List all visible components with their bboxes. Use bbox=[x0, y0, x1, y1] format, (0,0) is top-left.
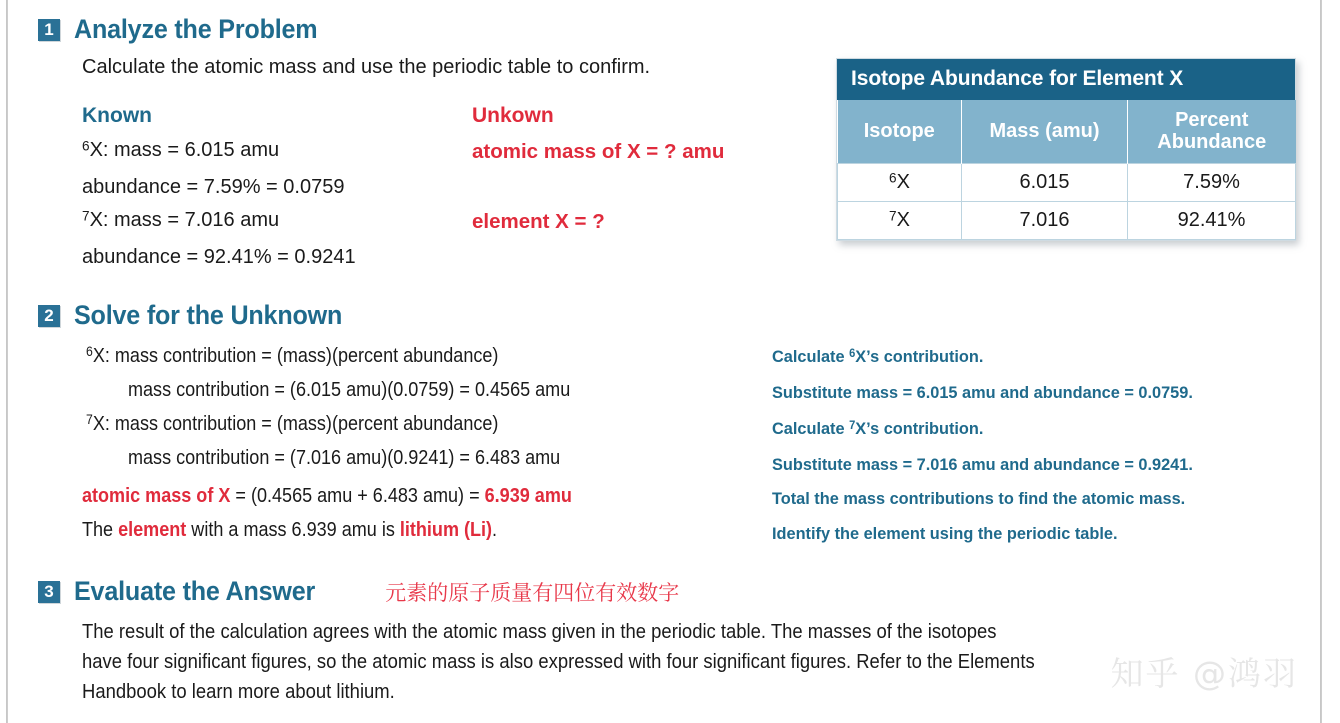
solve-eq5-result: 6.939 amu bbox=[484, 484, 572, 507]
solve-eq6-red-element: element bbox=[118, 518, 187, 541]
table-row bbox=[838, 163, 1296, 201]
solve-eq5-red-label: atomic mass of X bbox=[82, 484, 231, 507]
solve-note-2 bbox=[772, 383, 1193, 403]
solve-note-3-pre: Calculate bbox=[772, 419, 850, 438]
known-heading: Known bbox=[82, 104, 152, 127]
cell-abundance: 92.41% bbox=[1128, 201, 1296, 239]
solve-note-1-pre: Calculate bbox=[772, 347, 850, 366]
cell-mass: 7.016 bbox=[962, 201, 1128, 239]
section-heading-2 bbox=[38, 300, 362, 331]
cell-isotope-sup: 6 bbox=[889, 170, 897, 186]
solve-note-3 bbox=[772, 419, 983, 439]
cell-isotope-symbol: X bbox=[896, 208, 910, 231]
solve-note-3-post: X’s contribution. bbox=[855, 419, 984, 438]
solve-note-3-sup: 7 bbox=[849, 420, 856, 433]
section-3-chinese-annotation: 元素的原子质量有四位有效数字 bbox=[385, 580, 680, 605]
section-title-2: Solve for the Unknown bbox=[74, 300, 343, 330]
solve-note-6 bbox=[772, 524, 1117, 544]
cell-mass: 6.015 bbox=[962, 163, 1128, 201]
section-title-1: Analyze the Problem bbox=[74, 14, 318, 44]
unknown-line-2: element X = ? bbox=[472, 210, 605, 233]
section-title-3: Evaluate the Answer bbox=[74, 576, 316, 606]
solve-note-5 bbox=[772, 489, 1185, 509]
solve-eq6-part-a: The bbox=[82, 518, 119, 541]
table-col-header-mass: Mass (amu) bbox=[962, 100, 1128, 163]
cell-isotope-sup: 7 bbox=[889, 208, 897, 224]
solve-equation-4: mass contribution = (7.016 amu)(0.9241) = 6.483 amu bbox=[128, 446, 561, 469]
solve-eq6-part-c: . bbox=[492, 518, 498, 541]
known-line-3 bbox=[82, 209, 279, 232]
section-1-intro: Calculate the atomic mass and use the periodic table to confirm. bbox=[82, 56, 651, 78]
isotope-abundance-table bbox=[836, 58, 1296, 241]
table-title: Isotope Abundance for Element X bbox=[837, 59, 1295, 100]
solve-equation-3-sup: 7 bbox=[86, 411, 93, 428]
known-line-3-sup: 7 bbox=[82, 208, 90, 224]
section-heading-3 bbox=[38, 576, 679, 607]
known-line-4-text: abundance = 92.41% = 0.9241 bbox=[82, 246, 356, 268]
solve-equation-1-text: X: mass contribution = (mass)(percent abundance) bbox=[92, 344, 499, 367]
solve-equation-3 bbox=[86, 412, 498, 436]
cell-isotope bbox=[838, 201, 962, 239]
known-line-4 bbox=[82, 246, 356, 269]
solve-equation-3-text: X: mass contribution = (mass)(percent abundance) bbox=[92, 412, 499, 435]
solve-equation-1 bbox=[86, 344, 498, 368]
unknown-heading: Unkown bbox=[472, 104, 554, 127]
cell-isotope-symbol: X bbox=[896, 170, 910, 193]
solve-equation-5 bbox=[82, 484, 572, 508]
solve-note-1-post: X’s contribution. bbox=[855, 347, 984, 366]
section-heading-1 bbox=[38, 14, 336, 45]
solve-note-2-pre: Substitute mass = 6.015 amu and abundance = 0.0759. bbox=[772, 383, 1193, 402]
table-row bbox=[838, 201, 1296, 239]
known-line-1-sup: 6 bbox=[82, 138, 90, 154]
solve-eq5-middle: = (0.4565 amu + 6.483 amu) = bbox=[230, 484, 485, 507]
table-col-header-isotope: Isotope bbox=[838, 100, 962, 163]
cell-abundance: 7.59% bbox=[1128, 163, 1296, 201]
zhihu-watermark: 知乎 @鸿羽 bbox=[1110, 654, 1298, 693]
table-col-header-percent-abundance: Percent Abundance bbox=[1128, 100, 1296, 163]
solve-equation-2: mass contribution = (6.015 amu)(0.0759) = 0.4565 amu bbox=[128, 378, 571, 401]
solve-note-1 bbox=[772, 347, 983, 367]
known-line-1-text: X: mass = 6.015 amu bbox=[89, 139, 280, 161]
unknown-line-1: atomic mass of X = ? amu bbox=[472, 140, 725, 163]
solve-note-1-sup: 6 bbox=[849, 348, 856, 361]
solve-note-4-pre: Substitute mass = 7.016 amu and abundance = 0.9241. bbox=[772, 455, 1193, 474]
solve-eq6-red-lithium: lithium (Li) bbox=[399, 518, 493, 541]
solve-note-4 bbox=[772, 455, 1193, 475]
solve-note-6-pre: Identify the element using the periodic table. bbox=[772, 524, 1118, 543]
solve-eq6-part-b: with a mass 6.939 amu is bbox=[186, 518, 400, 541]
known-line-1 bbox=[82, 139, 279, 162]
section-3-paragraph: The result of the calculation agrees with the atomic mass given in the periodic table. The masses of the isotopes have four significant figures, so the atomic mass is also expressed with four significant figures. Refer to the Elements Handbook to learn more about lithium. bbox=[82, 620, 1035, 703]
known-line-2 bbox=[82, 176, 344, 199]
solve-equation-1-sup: 6 bbox=[86, 343, 93, 360]
step-badge-1: 1 bbox=[38, 19, 60, 41]
solve-equation-6 bbox=[82, 518, 497, 542]
step-badge-2: 2 bbox=[38, 305, 60, 327]
known-line-2-text: abundance = 7.59% = 0.0759 bbox=[82, 176, 345, 198]
table-header-row bbox=[838, 100, 1296, 163]
step-badge-3: 3 bbox=[38, 581, 60, 603]
known-line-3-text: X: mass = 7.016 amu bbox=[89, 209, 280, 231]
solve-note-5-pre: Total the mass contributions to find the atomic mass. bbox=[772, 489, 1186, 508]
cell-isotope bbox=[838, 163, 962, 201]
